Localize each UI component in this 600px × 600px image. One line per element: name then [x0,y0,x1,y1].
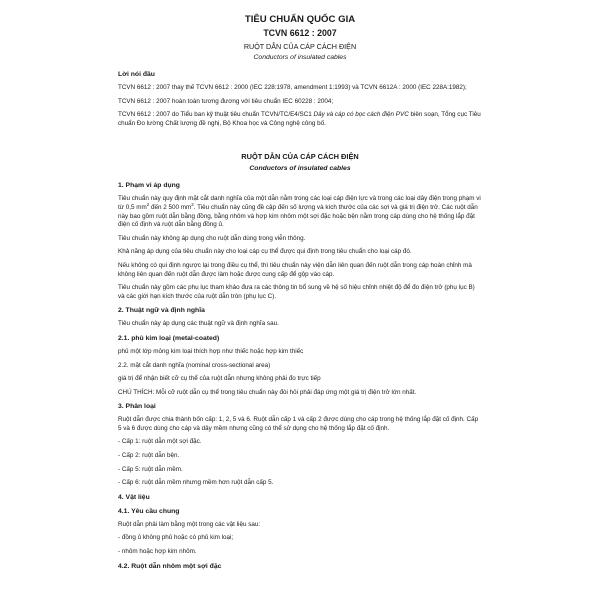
main-title-block [118,152,482,173]
definition-heading: 2.2. mặt cắt danh nghĩa (nominal cross-sectional area) [118,361,271,369]
text-run-italic: Dây và cáp có bọc cách điện PVC [313,111,409,119]
section-paragraph: Khả năng áp dụng của tiêu chuẩn này cho loại cáp cụ thể được qui định trong tiêu chuẩn cho loại cáp đó. [118,248,412,256]
subsection-heading: 4.2. Ruột dẫn nhôm một sợi đặc [118,562,222,570]
section-paragraph: Ruột dẫn phải làm bằng một trong các vật liệu sau: [118,520,261,528]
standard-code: TCVN 6612 : 2007 [263,28,337,38]
section-paragraph: Ruột dẫn được chia thành bốn cấp: 1, 2, 5 và 6. Ruột dẫn cấp 1 và cấp 2 được dùng cho cáp trong hệ thống lắp đặt cố định. Cấp 5 và 6 được dùng cho cáp và dây mềm nhưng cũng có thể sử dụng cho hệ thống lắp đặt cố định. [118,416,479,432]
section-heading: 2. Thuật ngữ và định nghĩa [118,307,205,315]
list-item: - Cấp 6: ruột dẫn mềm nhưng mềm hơn ruột dẫn cấp 5. [118,479,274,487]
document-header [118,14,482,62]
list-item: - Cấp 2: ruột dẫn bện. [118,452,180,460]
text-run: Tiêu chuẩn này quy định mặt cắt danh nghĩa của một dẫn nằm trong các loại cáp điện lực và trong các loại dây điện trong phạm vi từ 0,5 mm [118,195,481,211]
text-run: đến 2 500 mm [149,203,192,211]
definition-text: giá trị để nhận biết cỡ cụ thể của ruột dẫn nhưng không phải đo trực tiếp [118,375,321,383]
section-paragraph: Tiêu chuẩn này không áp dụng cho ruột dẫn dùng trong viễn thông. [118,234,306,242]
foreword-paragraph [118,111,482,128]
text-run: . Tiêu chuẩn này cũng đề cập đến số lượng và kích thước của các sợi và giá trị điện trở. Các ruột dẫn này bao gồm ruột dẫn bằng đồng, bằng nhôm và hợp kim nhôm một sợi đặc hoặc bện nằm trong cáp dùng cho hệ thống lắp đặt điện cố định và ruột dẫn bằng đồng ủ. [118,203,478,229]
section-heading: 1. Phạm vi áp dụng [118,182,180,190]
section-heading: 3. Phân loại [118,403,156,411]
foreword-heading: Lời nói đầu [118,71,155,78]
definition-text: phủ một lớp mỏng kim loại thích hợp như thiếc hoặc hợp kim thiếc [118,347,304,355]
superscript: 2 [191,201,194,207]
section-paragraph: Nếu không có qui định ngược lại trong điều cụ thể, thì tiêu chuẩn này viện dẫn liên quan đến ruột dẫn trong cáp hoàn chỉnh mà không liên quan đến ruột dẫn được làm hoặc được cung cấp để gộp vào cáp. [118,261,472,278]
section-paragraph: Tiêu chuẩn này áp dụng các thuật ngữ và định nghĩa sau. [118,320,279,328]
note-text: CHÚ THÍCH: Mỗi cỡ ruột dẫn cụ thể trong tiêu chuẩn này đòi hỏi phải đáp ứng một giá trị điện trở lớn nhất. [118,388,417,396]
definition-heading: 2.1. phủ kim loại (metal-coated) [118,334,220,342]
text-run: biên soạn, Tổng cục Tiêu chuẩn Đo lường Chất lượng đề nghị, Bộ Khoa học và Công nghệ công bố. [118,111,481,127]
list-item: - nhôm hoặc hợp kim nhôm. [118,548,197,556]
section-paragraph [118,195,482,229]
standard-title: TIÊU CHUẨN QUỐC GIA [244,14,356,25]
standard-subtitle: RUỘT DẪN CỦA CÁP CÁCH ĐIỆN [243,42,357,51]
main-english-title: Conductors of insulated cables [249,165,351,173]
foreword-paragraph: TCVN 6612 : 2007 thay thế TCVN 6612 : 2000 (IEC 228:1978, amendment 1:1993) và TCVN 6612A : 2000 (IEC 228A:1982); [118,84,467,91]
list-item: - đồng ủ không phủ hoặc có phủ kim loại; [118,534,234,542]
superscript: 2 [146,201,150,207]
text-run: TCVN 6612 : 2007 do Tiểu ban kỹ thuật tiêu chuẩn TCVN/TC/E4/SC1 [118,111,314,119]
document-page [118,14,482,571]
list-item: - Cấp 5: ruột dẫn mềm. [118,465,183,473]
section-paragraph: Tiêu chuẩn này gồm các phụ lục tham khảo đưa ra các thông tin bổ sung về hệ số hiệu chỉnh nhiệt độ để đo điện trở (phụ lục B) và các giới hạn kích thước của ruột dẫn tròn (phụ lục C). [118,284,475,300]
standard-english-title: Conductors of insulated cables [253,54,347,61]
foreword-paragraph: TCVN 6612 : 2007 hoàn toàn tương đương với tiêu chuẩn IEC 60228 : 2004; [118,97,334,105]
section-heading: 4. Vật liệu [118,493,150,501]
list-item: - Cấp 1: ruột dẫn một sợi đặc. [118,438,202,446]
main-title: RUỘT DẪN CỦA CÁP CÁCH ĐIỆN [241,152,359,162]
subsection-heading: 4.1. Yêu cầu chung [118,507,180,515]
